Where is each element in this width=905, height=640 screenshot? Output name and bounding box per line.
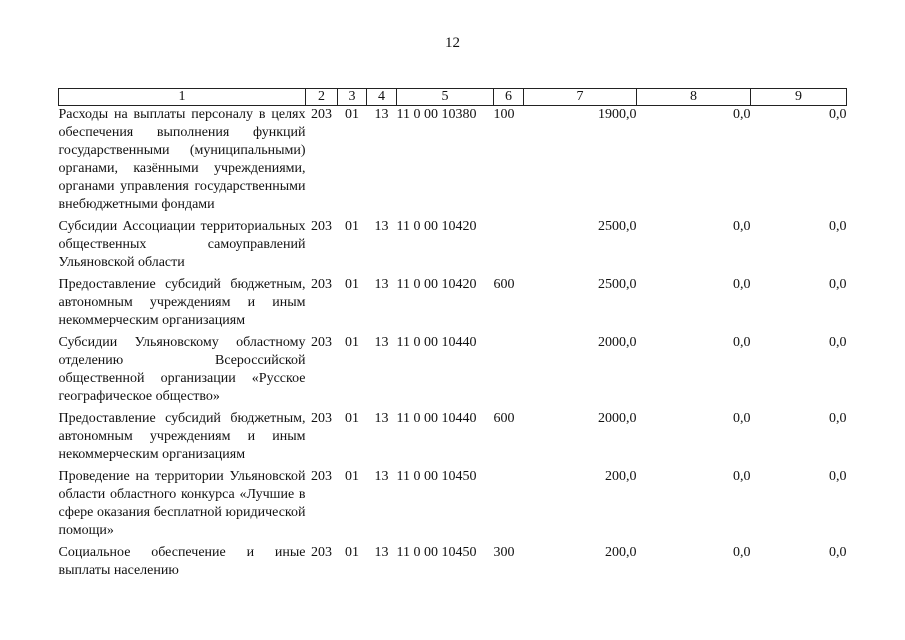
row-cell-col-6	[494, 468, 524, 540]
row-cell-col-8: 0,0	[733, 469, 751, 484]
table-row	[59, 276, 847, 330]
row-cell-col-7: 200,0	[605, 469, 637, 484]
row-cell-col-4: 13	[374, 411, 389, 426]
row-cell-col-9: 0,0	[829, 469, 847, 484]
row-cell-col-6: 600	[493, 277, 515, 292]
table-row	[59, 218, 847, 272]
row-cell-col-6	[494, 334, 524, 406]
row-cell-col-7: 2500,0	[598, 219, 637, 234]
row-description: Субсидии Ульяновскому областному отделению Всероссийской общественной организации «Русское географическое общество»	[58, 335, 306, 404]
row-cell-col-4: 13	[374, 545, 389, 560]
column-header-9: 9	[751, 89, 847, 106]
row-cell-col-8: 0,0	[733, 545, 751, 560]
row-cell-col-9: 0,0	[829, 219, 847, 234]
column-header-4: 4	[367, 89, 397, 106]
row-cell-col-6: 100	[493, 107, 515, 122]
row-cell-col-8: 0,0	[733, 335, 751, 350]
row-cell-col-9: 0,0	[829, 277, 847, 292]
row-description: Предоставление субсидий бюджетным, автономным учреждениям и иным некоммерческим организациям	[58, 411, 306, 462]
row-cell-col-3: 01	[345, 335, 359, 350]
row-cell-col-9: 0,0	[829, 335, 847, 350]
row-cell-col-2: 203	[311, 335, 332, 350]
column-header-8: 8	[637, 89, 751, 106]
row-cell-col-3: 01	[345, 411, 359, 426]
row-cell-col-3: 01	[345, 219, 359, 234]
row-cell-col-8: 0,0	[733, 219, 751, 234]
row-cell-col-4: 13	[374, 219, 389, 234]
table-row	[59, 544, 847, 580]
row-cell-col-3: 01	[345, 277, 359, 292]
row-cell-col-5: 11 0 00 10440	[396, 335, 477, 350]
row-cell-col-2: 203	[311, 107, 332, 122]
page-number: 12	[445, 35, 460, 51]
row-description: Социальное обеспечение и иные выплаты населению	[58, 545, 306, 578]
row-cell-col-7: 2500,0	[598, 277, 637, 292]
row-description: Субсидии Ассоциации территориальных общественных самоуправлений Ульяновской области	[58, 219, 306, 270]
table-row	[59, 106, 847, 215]
row-cell-col-5: 11 0 00 10440	[396, 411, 477, 426]
row-cell-col-5: 11 0 00 10420	[396, 277, 477, 292]
row-cell-col-5: 11 0 00 10380	[396, 107, 477, 122]
column-header-6: 6	[494, 89, 524, 106]
row-cell-col-6	[494, 218, 524, 272]
row-cell-col-9: 0,0	[829, 107, 847, 122]
row-cell-col-3: 01	[345, 107, 359, 122]
row-cell-col-8: 0,0	[733, 107, 751, 122]
row-cell-col-2: 203	[311, 277, 332, 292]
row-cell-col-2: 203	[311, 411, 332, 426]
row-cell-col-5: 11 0 00 10420	[396, 219, 477, 234]
budget-table	[58, 88, 847, 580]
row-cell-col-7: 1900,0	[598, 107, 637, 122]
row-cell-col-9: 0,0	[829, 545, 847, 560]
row-cell-col-8: 0,0	[733, 411, 751, 426]
row-cell-col-7: 2000,0	[598, 335, 637, 350]
table-row	[59, 410, 847, 464]
row-cell-col-4: 13	[374, 335, 389, 350]
header-row	[59, 89, 847, 106]
column-header-2: 2	[306, 89, 338, 106]
row-cell-col-5: 11 0 00 10450	[396, 545, 477, 560]
row-cell-col-3: 01	[345, 469, 359, 484]
row-cell-col-8: 0,0	[733, 277, 751, 292]
row-cell-col-7: 2000,0	[598, 411, 637, 426]
column-header-3: 3	[338, 89, 367, 106]
row-description: Проведение на территории Ульяновской области областного конкурса «Лучшие в сфере оказания бесплатной юридической помощи»	[58, 469, 306, 538]
row-description: Расходы на выплаты персоналу в целях обеспечения выполнения функций государственными (муниципальными) органами, казёнными учреждениями, органами управления государственными внебюджетными фондами	[58, 107, 306, 212]
row-cell-col-2: 203	[311, 219, 332, 234]
row-cell-col-5: 11 0 00 10450	[396, 469, 477, 484]
column-header-1: 1	[59, 89, 306, 106]
row-cell-col-6: 600	[493, 411, 515, 426]
row-cell-col-4: 13	[374, 277, 389, 292]
row-cell-col-9: 0,0	[829, 411, 847, 426]
row-description: Предоставление субсидий бюджетным, автономным учреждениям и иным некоммерческим организациям	[58, 277, 306, 328]
column-header-7: 7	[524, 89, 637, 106]
row-cell-col-4: 13	[374, 107, 389, 122]
row-cell-col-7: 200,0	[605, 545, 637, 560]
row-cell-col-4: 13	[374, 469, 389, 484]
row-cell-col-2: 203	[311, 545, 332, 560]
row-cell-col-6: 300	[493, 545, 515, 560]
table-row	[59, 468, 847, 540]
row-cell-col-2: 203	[311, 469, 332, 484]
table-row	[59, 334, 847, 406]
column-header-5: 5	[397, 89, 494, 106]
row-cell-col-3: 01	[345, 545, 359, 560]
